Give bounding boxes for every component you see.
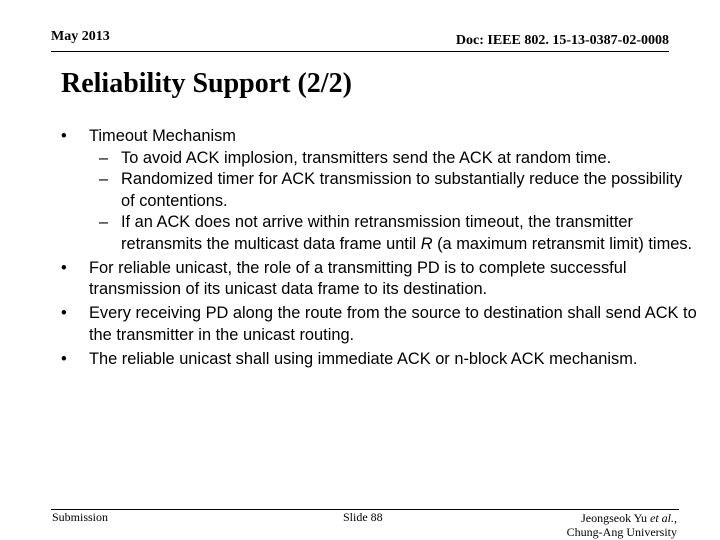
footer-affiliation: Chung-Ang University bbox=[566, 525, 677, 539]
bullet-marker: • bbox=[61, 127, 67, 145]
bullet-text: For reliable unicast, the role of a transmitting PD is to complete successful transmission of its unicast data frame to its destination. bbox=[89, 258, 627, 298]
sub-bullet-retransmission bbox=[58, 212, 698, 255]
bullet-timeout-mechanism bbox=[58, 126, 698, 148]
sub-bullet-marker: – bbox=[99, 148, 109, 167]
sub-bullet-marker: – bbox=[99, 213, 109, 231]
header-doc-id: Doc: IEEE 802. 15-13-0387-02-0008 bbox=[455, 33, 669, 48]
footer-author bbox=[567, 511, 677, 539]
author-comma: , bbox=[674, 511, 677, 525]
header-divider bbox=[51, 51, 669, 52]
bullet-text: Every receiving PD along the route from the source to destination shall send ACK to the transmitter in the unicast routing. bbox=[89, 304, 697, 344]
bullet-reliable-unicast-role bbox=[58, 258, 698, 301]
slide-body bbox=[58, 126, 698, 370]
sub-bullet-marker: – bbox=[99, 170, 109, 188]
bullet-marker: • bbox=[61, 258, 67, 277]
bullet-marker: • bbox=[61, 349, 67, 368]
sub-bullet-text: To avoid ACK implosion, transmitters send the ACK at random time. bbox=[121, 148, 612, 167]
header-date: May 2013 bbox=[51, 29, 110, 44]
footer-author-line bbox=[567, 511, 677, 525]
slide-title: Reliability Support (2/2) bbox=[61, 68, 352, 99]
sub-bullet-text-start: If an ACK does not arrive within retransmission timeout, the transmitter retransmits the multicast data frame until bbox=[121, 213, 633, 253]
bullet-receiving-pd bbox=[58, 303, 698, 346]
bullet-marker: • bbox=[61, 304, 67, 322]
footer-submission: Submission bbox=[52, 510, 109, 524]
footer-slide-number: Slide 88 bbox=[343, 510, 383, 524]
bullet-text: The reliable unicast shall using immediate ACK or n-block ACK mechanism. bbox=[89, 349, 638, 368]
author-etal: et al. bbox=[650, 511, 674, 525]
variable-r: R bbox=[420, 234, 433, 253]
author-name: Jeongseok Yu bbox=[581, 511, 650, 525]
bullet-ack-mechanism bbox=[58, 349, 698, 371]
sub-bullet-text: Randomized timer for ACK transmission to substantially reduce the possibility of contentions. bbox=[121, 170, 683, 210]
sub-bullet-randomized-timer bbox=[58, 169, 698, 212]
sub-bullet-ack-implosion bbox=[58, 148, 698, 170]
sub-bullet-text-end: (a maximum retransmit limit) times. bbox=[432, 234, 693, 253]
bullet-text: Timeout Mechanism bbox=[89, 127, 236, 145]
